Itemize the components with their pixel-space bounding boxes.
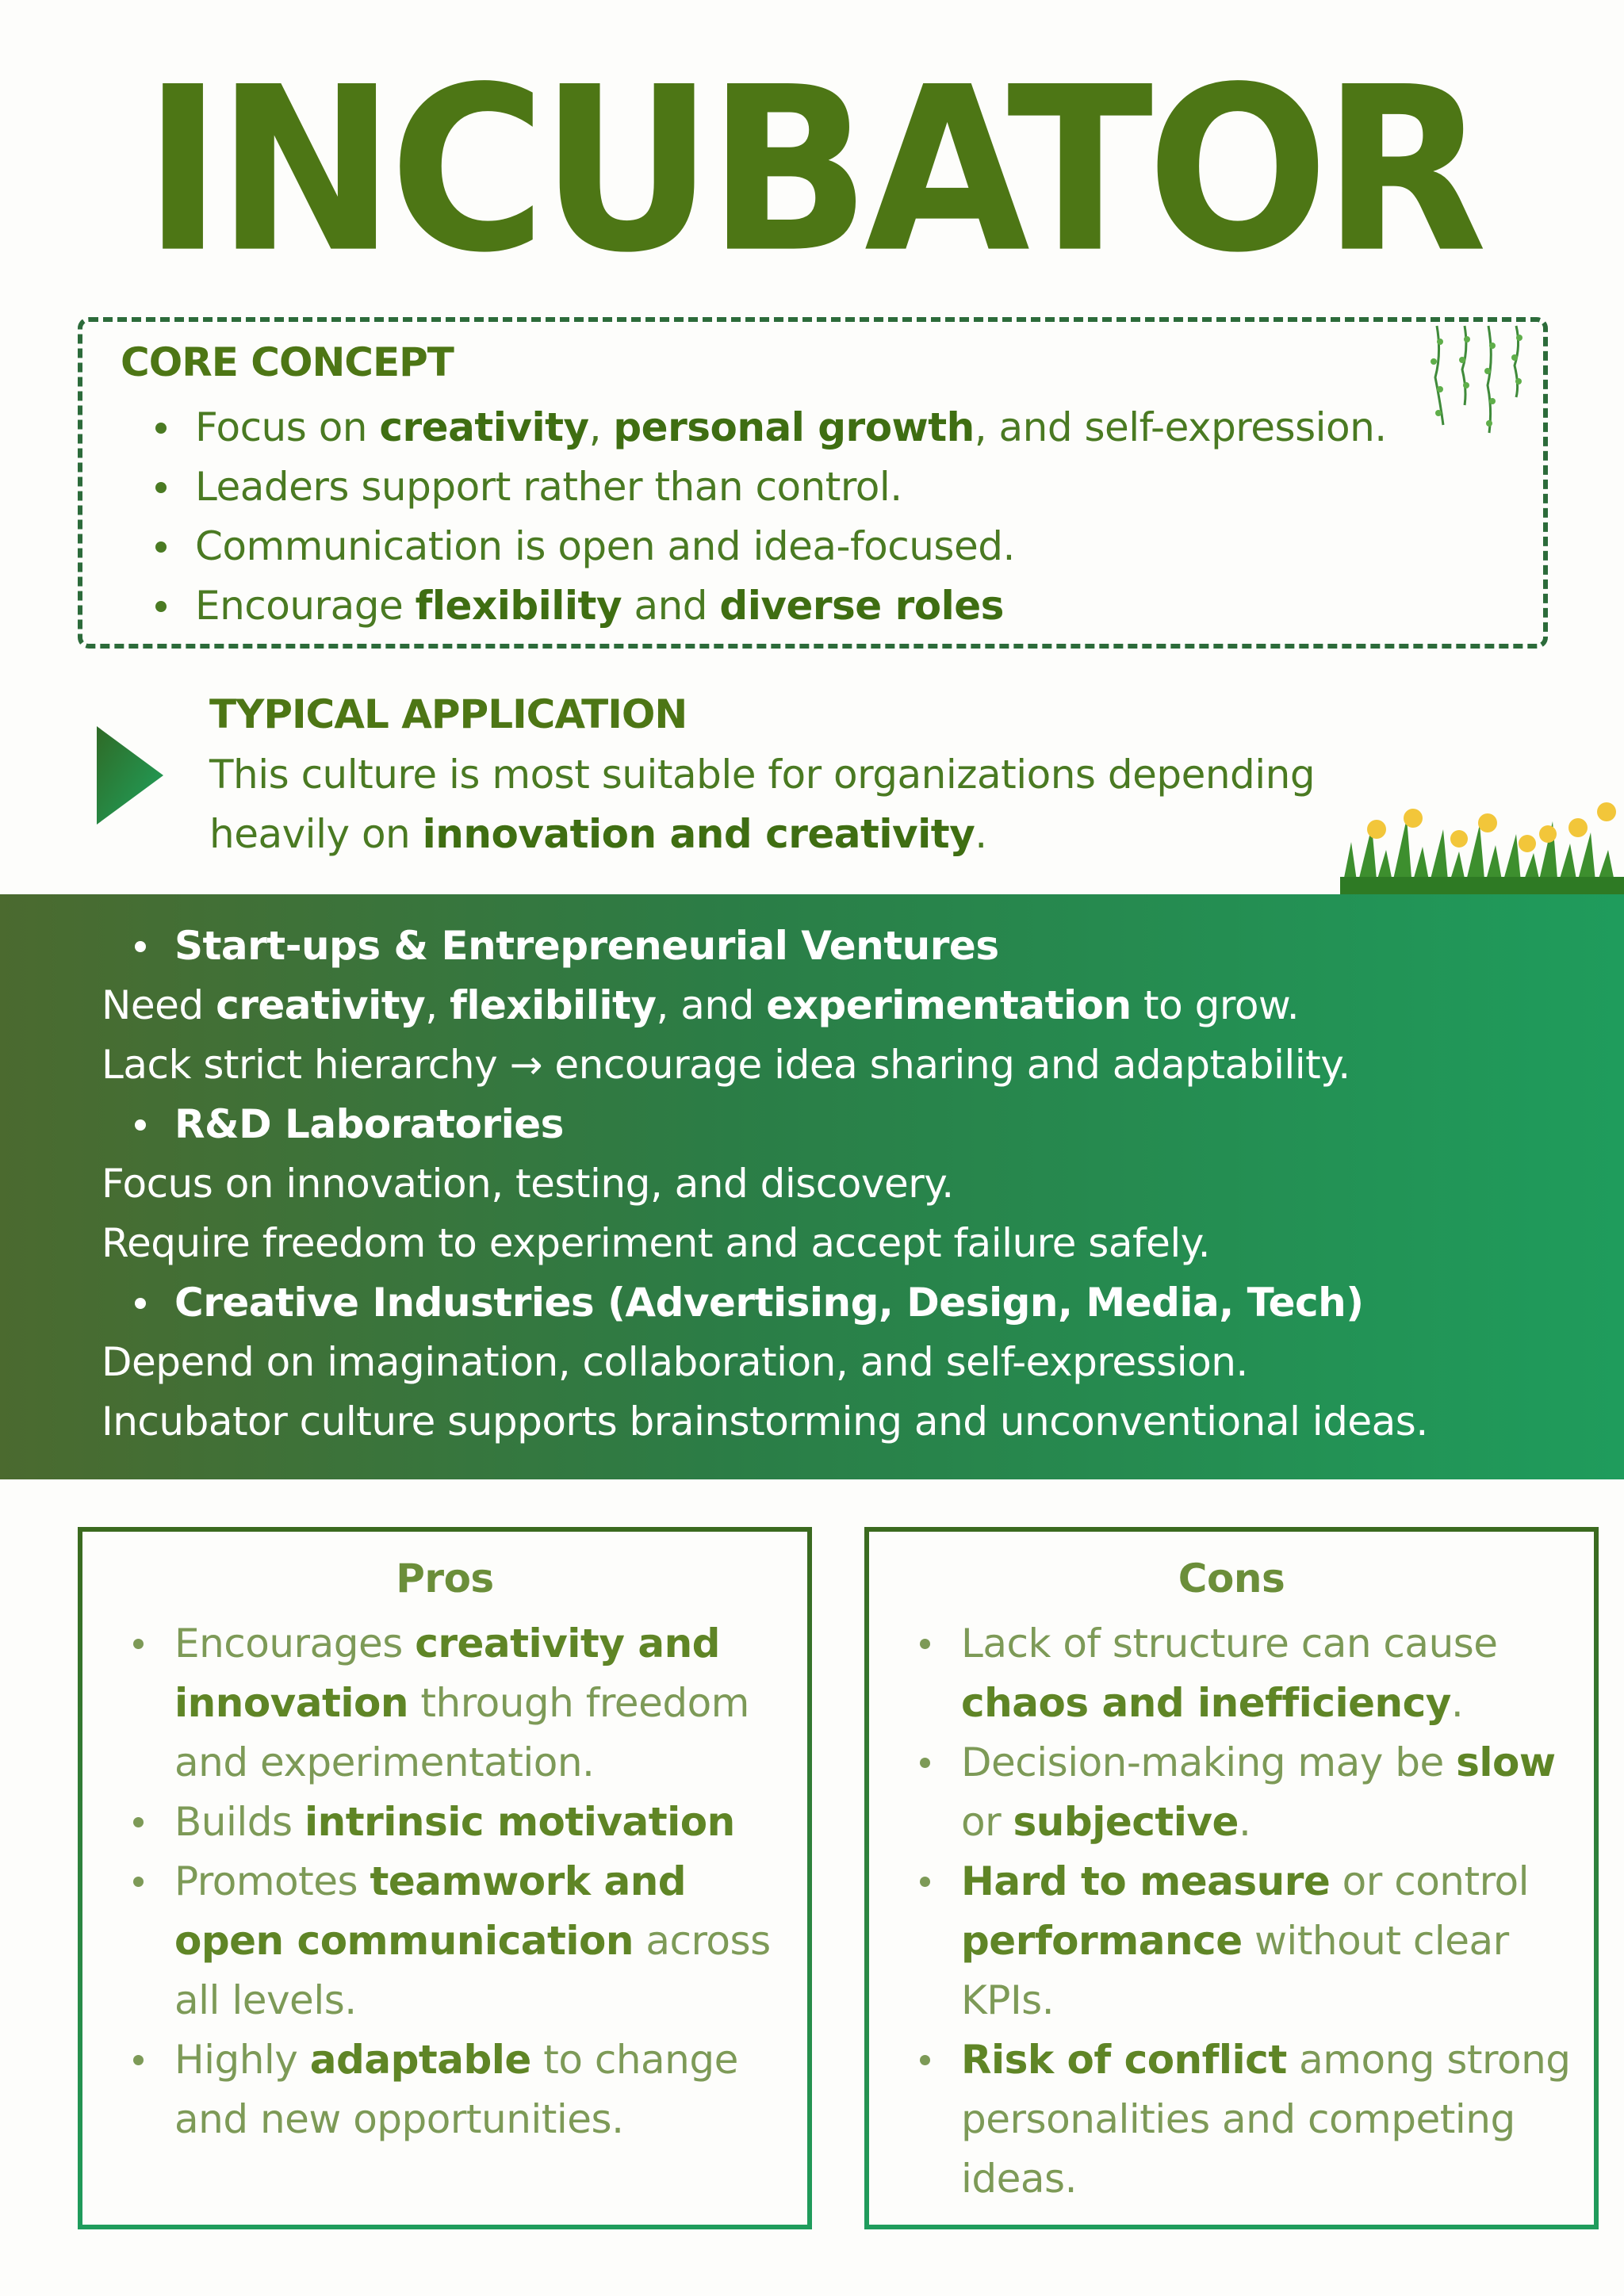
flowers-illustration [1340, 794, 1624, 897]
typical-application-text: This culture is most suitable for organizations depending heavily on innovation and creativity. [209, 752, 1316, 857]
application-line: Incubator culture supports brainstorming and unconventional ideas. [102, 1399, 1428, 1445]
play-arrow-icon [97, 726, 163, 825]
core-concept-list [155, 398, 1387, 636]
application-heading: Start-ups & Entrepreneurial Ventures [102, 916, 1428, 976]
page-title: INCUBATOR [143, 37, 1481, 303]
core-concept-heading: CORE CONCEPT [121, 339, 454, 385]
list-item: Lack of structure can cause chaos and inefficiency. [920, 1614, 1578, 1733]
list-item: Encourage flexibility and diverse roles [155, 576, 1387, 636]
pros-heading: Pros [396, 1556, 494, 1601]
pros-list [133, 1614, 791, 2149]
pros-box [78, 1527, 812, 2229]
application-line: Require freedom to experiment and accept failure safely. [102, 1220, 1211, 1266]
applications-band [0, 894, 1624, 1479]
list-item: Leaders support rather than control. [155, 457, 1387, 517]
list-item: Builds intrinsic motivation [133, 1793, 791, 1852]
typical-application-heading: TYPICAL APPLICATION [209, 691, 688, 737]
application-heading: Creative Industries (Advertising, Design, Media, Tech) [102, 1273, 1428, 1333]
application-line: Focus on innovation, testing, and discovery. [102, 1161, 954, 1207]
applications-list [102, 916, 1428, 1452]
list-item: Promotes teamwork and open communication across all levels. [133, 1852, 791, 2030]
list-item: Risk of conflict among strong personalities and competing ideas. [920, 2030, 1578, 2209]
application-line: Depend on imagination, collaboration, and self-expression. [102, 1339, 1248, 1385]
list-item: Communication is open and idea-focused. [155, 517, 1387, 576]
application-line: Lack strict hierarchy → encourage idea sharing and adaptability. [102, 1042, 1350, 1088]
application-line: Need creativity, flexibility, and experimentation to grow. [102, 982, 1300, 1028]
vines-illustration [1421, 322, 1540, 441]
cons-heading: Cons [1178, 1556, 1285, 1601]
cons-box [864, 1527, 1599, 2229]
list-item: Focus on creativity, personal growth, and self-expression. [155, 398, 1387, 457]
application-heading: R&D Laboratories [102, 1095, 1428, 1154]
list-item: Highly adaptable to change and new opportunities. [133, 2030, 791, 2149]
core-concept-box [78, 317, 1548, 649]
list-item: Encourages creativity and innovation through freedom and experimentation. [133, 1614, 791, 1793]
list-item: Decision-making may be slow or subjective. [920, 1733, 1578, 1852]
list-item: Hard to measure or control performance without clear KPIs. [920, 1852, 1578, 2030]
cons-list [920, 1614, 1578, 2209]
